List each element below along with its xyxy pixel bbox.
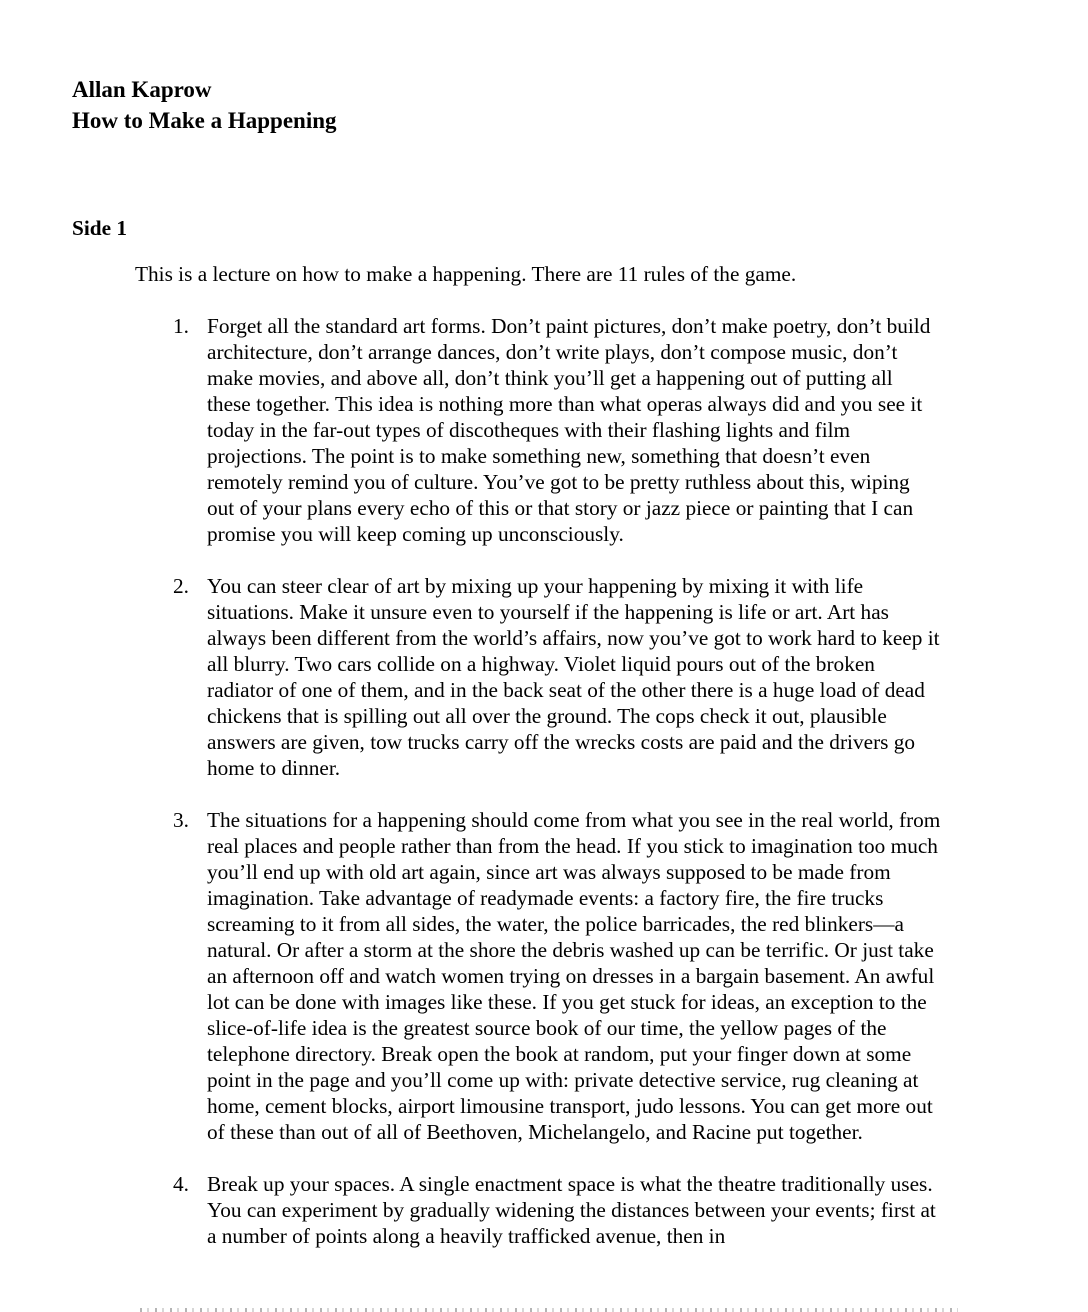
cut-off-text-artifact [140, 1308, 958, 1312]
rules-list [72, 313, 941, 1249]
author-name: Allan Kaprow [72, 77, 212, 102]
list-item-number: 4. [173, 1172, 189, 1196]
list-item [72, 807, 941, 1145]
list-item [72, 573, 941, 781]
section-heading: Side 1 [72, 216, 128, 240]
list-item-number: 1. [173, 314, 189, 338]
work-title: How to Make a Happening [72, 108, 337, 133]
list-item-text: Break up your spaces. A single enactment space is what the theatre traditionally uses. You can experiment by gradually widening the distances between your events; first at a number of points along a heavily trafficked avenue, then in [207, 1172, 936, 1248]
list-item-text: You can steer clear of art by mixing up your happening by mixing it with life situations. Make it unsure even to yourself if the happening is life or art. Art has always been different from the world’s affairs, now you’ve got to work hard to keep it all blurry. Two cars collide on a highway. Violet liquid pours out of the broken radiator of one of them, and in the back seat of the other there is a huge load of dead chickens that is spilling out all over the ground. The cops check it out, plausible answers are given, tow trucks carry off the wrecks costs are paid and the drivers go home to dinner. [207, 574, 940, 780]
document-body [72, 74, 941, 1249]
list-item-number: 2. [173, 574, 189, 598]
list-item [72, 313, 941, 547]
intro-paragraph: This is a lecture on how to make a happening. There are 11 rules of the game. [135, 262, 797, 286]
list-item-text: Forget all the standard art forms. Don’t paint pictures, don’t make poetry, don’t build architecture, don’t arrange dances, don’t write plays, don’t compose music, don’t make movies, and above all, don’t think you’ll get a happening out of putting all these together. This idea is nothing more than what operas always did and you see it today in the far-out types of discotheques with their flashing lights and film projections. The point is to make something new, something that doesn’t even remotely remind you of culture. You’ve got to be pretty ruthless about this, wiping out of your plans every echo of this or that story or jazz piece or painting that I can promise you will keep coming up unconsciously. [207, 314, 931, 546]
list-item [72, 1171, 941, 1249]
list-item-number: 3. [173, 808, 189, 832]
list-item-text: The situations for a happening should come from what you see in the real world, from real places and people rather than from the head. If you stick to imagination too much you’ll end up with old art again, since art was always supposed to be made from imagination. Take advantage of readymade events: a factory fire, the fire trucks screaming to it from all sides, the water, the police barricades, the red blinkers—a natural. Or after a storm at the shore the debris washed up can be terrific. Or just take an afternoon off and watch women trying on dresses in a bargain basement. An awful lot can be done with images like these. If you get stuck for ideas, an exception to the slice-of-life idea is the greatest source book of our time, the yellow pages of the telephone directory. Break open the book at random, put your finger down at some point in the page and you’ll come up with: private detective service, rug cleaning at home, cement blocks, airport limousine transport, judo lessons. You can get more out of these than out of all of Beethoven, Michelangelo, and Racine put together. [207, 808, 941, 1144]
document-title [72, 74, 941, 136]
